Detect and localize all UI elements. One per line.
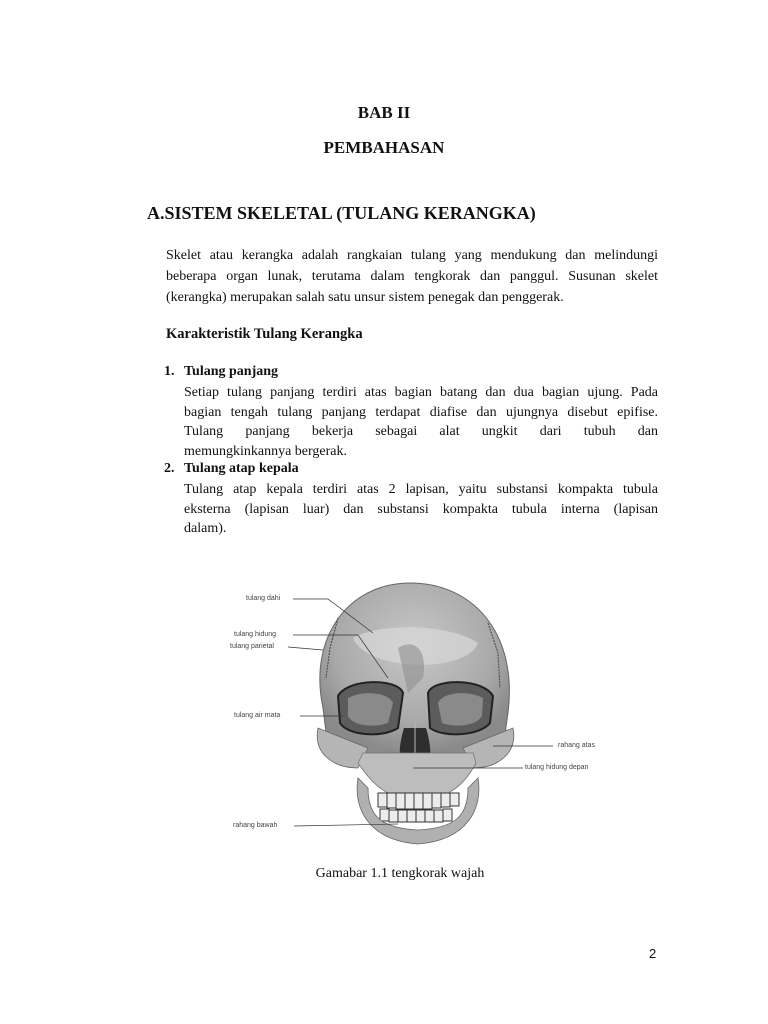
label-tulang-dahi: tulang dahi (246, 595, 281, 602)
label-rahang-atas: rahang atas (558, 742, 595, 749)
label-tulang-parietal: tulang parietal (230, 643, 274, 650)
body-line: memungkinkannya bergerak. (184, 443, 348, 459)
label-tulang-hidung: tulang hidung (234, 631, 277, 638)
body-line: Tulang panjang bekerja sebagai alat ungkit dari tubuh dan (184, 424, 658, 439)
body-line: bagian tengah tulang panjang terdapat diafise dan ujungnya disebut epifise. (184, 404, 658, 420)
label-rahang-bawah: rahang bawah (233, 822, 278, 829)
chapter-label: BAB II (357, 103, 411, 122)
chapter-title: PEMBAHASAN (323, 138, 445, 157)
body-line: eksterna (lapisan luar) dan substansi kompakta tubula interna (lapisan (184, 501, 658, 517)
body-line: dalam). (184, 521, 227, 536)
subheading: Karakteristik Tulang Kerangka (166, 326, 363, 342)
label-tulang-air-mata: tulang air mata (234, 712, 281, 719)
body-line: Tulang atap kepala terdiri atas 2 lapisan, yaitu substansi kompakta tubula (184, 482, 658, 497)
intro-paragraph (166, 245, 658, 308)
body-line: Setiap tulang panjang terdiri atas bagian batang dan dua bagian ujung. Pada (184, 385, 658, 400)
intro-line: beberapa organ lunak, terutama dalam tengkorak dan panggul. Susunan skelet (166, 269, 658, 284)
intro-line: Skelet atau kerangka adalah rangkaian tulang yang mendukung dan melindungi (166, 248, 658, 263)
list-item-body (184, 383, 658, 461)
list-item-number: 2. (164, 461, 175, 476)
section-heading: A.SISTEM SKELETAL (TULANG KERANGKA) (147, 203, 536, 223)
list-item-body (184, 480, 658, 539)
label-tulang-hidung-depan: tulang hidung depan (525, 764, 589, 771)
intro-line: (kerangka) merupakan salah satu unsur sistem penegak dan penggerak. (166, 290, 564, 305)
page-number: 2 (649, 946, 657, 961)
figure-caption: Gamabar 1.1 tengkorak wajah (315, 866, 485, 881)
list-item-title: Tulang panjang (184, 364, 279, 379)
skull-figure (218, 578, 618, 848)
list-item-title: Tulang atap kepala (184, 461, 299, 476)
list-item-number: 1. (164, 364, 175, 379)
